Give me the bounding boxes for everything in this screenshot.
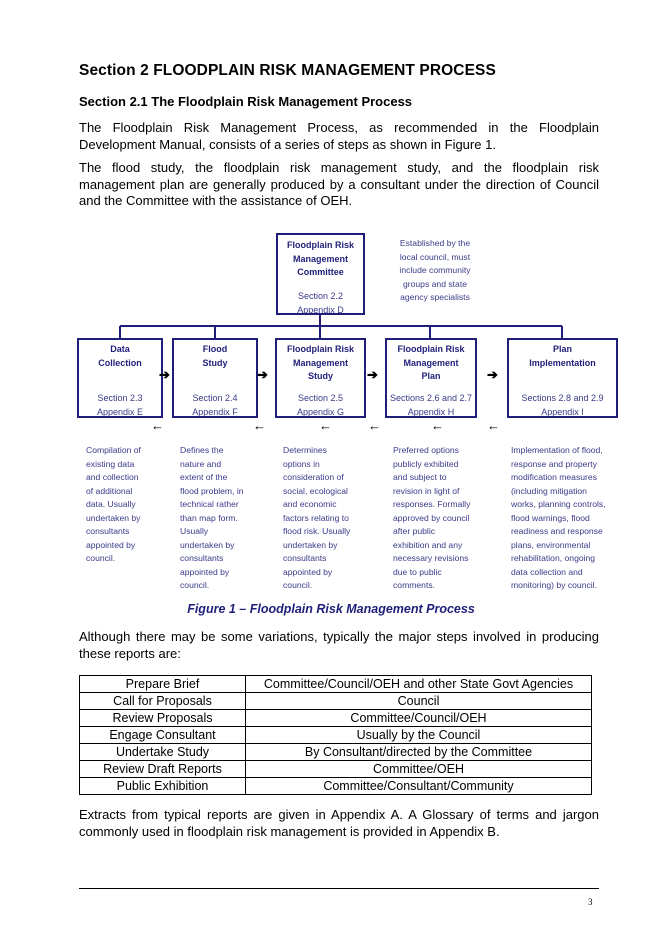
table-row bbox=[80, 761, 592, 778]
left-arrow-icon: ← bbox=[253, 418, 266, 433]
committee-title-2: Management bbox=[292, 253, 348, 264]
step-box-data-collection bbox=[77, 338, 163, 418]
left-arrow-icon: ← bbox=[431, 418, 444, 433]
left-arrow-icon: ← bbox=[319, 418, 332, 433]
table-cell-step: Review Proposals bbox=[80, 710, 246, 727]
committee-note: Established by the local council, must include community groups and state agency specialists bbox=[399, 238, 471, 302]
table-row bbox=[80, 744, 592, 761]
table-cell-step: Prepare Brief bbox=[80, 676, 246, 693]
table-row bbox=[80, 710, 592, 727]
paragraph-2: The flood study, the floodplain risk management study, and the floodplain risk management plan are generally produced by a consultant under the direction of Council and the Committee with the assistance of OEH. bbox=[79, 160, 599, 208]
table-cell-step: Call for Proposals bbox=[80, 693, 246, 710]
step-title: Plan bbox=[552, 344, 572, 354]
table-cell-step: Engage Consultant bbox=[80, 727, 246, 744]
step-box-risk-management-plan bbox=[385, 338, 477, 418]
step-ref: Section 2.4 bbox=[192, 393, 238, 403]
step-ref: Sections 2.8 and 2.9 bbox=[521, 393, 604, 403]
table-cell-step: Undertake Study bbox=[80, 744, 246, 761]
step-ref: Sections 2.6 and 2.7 bbox=[389, 393, 473, 403]
table-cell-step: Review Draft Reports bbox=[80, 761, 246, 778]
step-ref: Appendix F bbox=[192, 406, 238, 417]
step-title: Plan bbox=[421, 371, 441, 381]
committee-ref-1: Section 2.2 bbox=[297, 291, 344, 301]
step-title: Floodplain Risk bbox=[397, 344, 465, 354]
table-cell-responsible: Committee/Council/OEH bbox=[246, 710, 592, 727]
table-cell-responsible: Committee/Consultant/Community bbox=[246, 778, 592, 795]
step-description-risk-management-study: Determines options in consideration of social, ecological and economic factors relating to flood risk. Usually undertaken by consultants appointed by council. bbox=[283, 445, 351, 590]
section-heading: Section 2 FLOODPLAIN RISK MANAGEMENT PROCESS bbox=[79, 62, 496, 79]
step-title: Floodplain Risk bbox=[286, 344, 354, 354]
table-cell-responsible: Council bbox=[246, 693, 592, 710]
committee-box bbox=[276, 233, 365, 315]
table-row bbox=[80, 693, 592, 710]
table-cell-step: Public Exhibition bbox=[80, 778, 246, 795]
table-cell-responsible: Committee/OEH bbox=[246, 761, 592, 778]
left-arrow-icon: ← bbox=[487, 418, 500, 433]
right-arrow-icon: ➔ bbox=[487, 367, 498, 382]
step-ref: Section 2.3 bbox=[97, 393, 143, 403]
step-title: Management bbox=[403, 357, 459, 368]
step-ref: Section 2.5 bbox=[297, 393, 344, 403]
page-number: 3 bbox=[588, 897, 593, 907]
right-arrow-icon: ➔ bbox=[367, 367, 378, 382]
step-title: Study bbox=[202, 357, 228, 368]
committee-title-1: Floodplain Risk bbox=[286, 240, 354, 250]
table-cell-responsible: By Consultant/directed by the Committee bbox=[246, 744, 592, 761]
left-arrow-icon: ← bbox=[151, 418, 164, 433]
figure-caption: Figure 1 – Floodplain Risk Management Process bbox=[187, 602, 475, 616]
step-title: Data bbox=[110, 344, 130, 354]
step-title: Flood bbox=[202, 344, 228, 354]
step-title: Management bbox=[292, 357, 348, 368]
step-ref: Appendix G bbox=[296, 406, 345, 417]
step-box-risk-management-study bbox=[275, 338, 366, 418]
left-arrow-icon: ← bbox=[368, 418, 381, 433]
subsection-heading: Section 2.1 The Floodplain Risk Management Process bbox=[79, 94, 413, 109]
step-title: Study bbox=[307, 371, 333, 381]
step-ref: Appendix H bbox=[407, 406, 455, 417]
step-description-plan-implementation: Implementation of flood, response and property modification measures (including mitigation works, planning controls, flood warnings, flood readiness and response plans, environmental rehabilitation, ongoing data collection and monitoring) by council. bbox=[511, 445, 606, 590]
paragraph-1: The Floodplain Risk Management Process, as recommended in the Floodplain Development Manual, consists of a series of steps as shown in Figure 1. bbox=[79, 120, 599, 152]
step-box-flood-study bbox=[172, 338, 258, 418]
closing-paragraph: Extracts from typical reports are given in Appendix A. A Glossary of terms and jargon commonly used in floodplain risk management is provided in Appendix B. bbox=[79, 807, 599, 839]
committee-ref-2: Appendix D bbox=[297, 304, 344, 315]
step-description-data-collection: Compilation of existing data and collection of additional data. Usually undertaken by consultants appointed by council. bbox=[86, 445, 141, 563]
table-row bbox=[80, 676, 592, 693]
right-arrow-icon: ➔ bbox=[257, 367, 268, 382]
table-cell-responsible: Committee/Council/OEH and other State Govt Agencies bbox=[246, 676, 592, 693]
table-row bbox=[80, 778, 592, 795]
step-ref: Appendix E bbox=[96, 406, 144, 417]
step-description-risk-management-plan: Preferred options publicly exhibited and subject to revision in light of responses. Formally approved by council after public exhibition and any necessary revisions due to public comments. bbox=[393, 445, 471, 590]
committee-title-3: Committee bbox=[297, 267, 344, 277]
step-title: Implementation bbox=[529, 357, 596, 368]
step-description-flood-study: Defines the nature and extent of the flood problem, in technical rather than map form. Usually undertaken by consultants appointed by council. bbox=[180, 445, 244, 590]
right-arrow-icon: ➔ bbox=[159, 367, 170, 382]
steps-table bbox=[79, 675, 592, 795]
intro-paragraph: Although there may be some variations, typically the major steps involved in producing these reports are: bbox=[79, 629, 599, 661]
table-cell-responsible: Usually by the Council bbox=[246, 727, 592, 744]
step-ref: Appendix I bbox=[541, 406, 584, 417]
footer-rule bbox=[79, 888, 599, 889]
table-row bbox=[80, 727, 592, 744]
step-title: Collection bbox=[98, 357, 142, 368]
step-box-plan-implementation bbox=[507, 338, 618, 418]
